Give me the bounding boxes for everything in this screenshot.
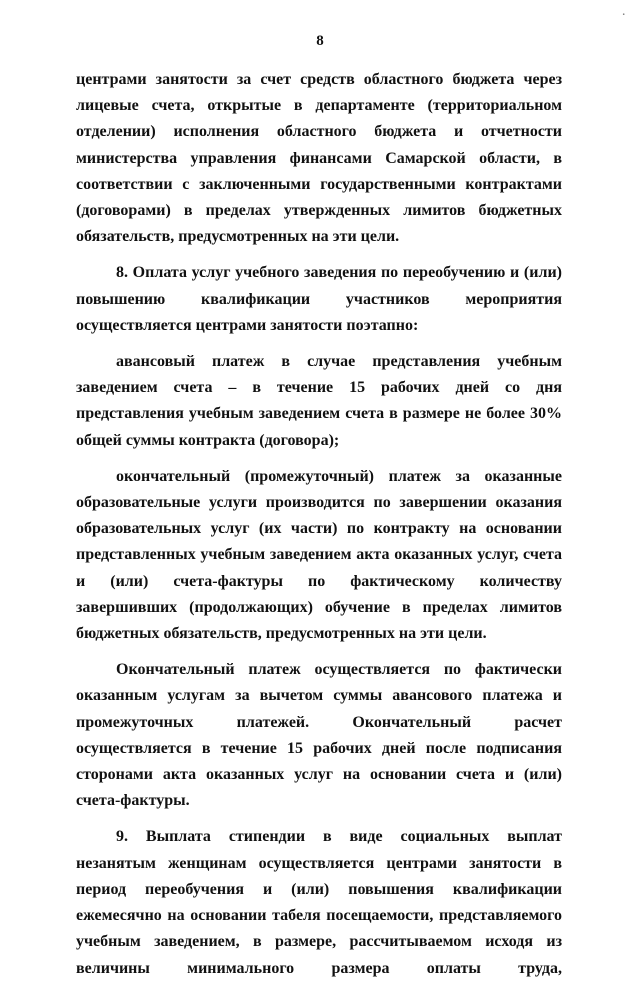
page-number: 8 — [316, 33, 324, 49]
paragraph: окончательный (промежуточный) платеж за оказанные образовательные услуги производится по завершении оказания образовательных услуг (их части) по контракту на основании представленных учебным заведением акта оказанных услуг, счета и (или) счета-фактуры по фактическому количеству завершивших (продолжающих) обучение в пределах лимитов бюджетных обязательств, предусмотренных на эти цели. — [76, 467, 562, 643]
paragraph: 9. Выплата стипендии в виде социальных выплат незанятым женщинам осуществляется центрами занятости в период переобучения и (или) повышения квалификации ежемесячно на основании табеля посещаемости, представляемого учебным заведением, в размере, рассчитываемом исходя из величины минимального размера оплаты труда, — [76, 828, 562, 977]
paragraph: Окончательный платеж осуществляется по фактически оказанным услугам за вычетом суммы авансового платежа и промежуточных платежей. Окончательный расчет осуществляется в течение 15 рабочих дней после подписания сторонами акта оказанных услуг на основании счета и (или) счета-фактуры. — [76, 661, 562, 810]
paragraph: центрами занятости за счет средств областного бюджета через лицевые счета, открытые в департаменте (территориальном отделении) исполнения областного бюджета и отчетности министерства управления финансами Самарской области, в соответствии с заключенными государственными контрактами (договорами) в пределах утвержденных лимитов бюджетных обязательств, предусмотренных на эти цели. — [76, 71, 562, 246]
paragraph: авансовый платеж в случае представления учебным заведением счета – в течение 15 рабочих дней со дня представления учебным заведением счета в размере не более 30% общей суммы контракта (договора); — [76, 353, 562, 449]
scan-mark: · — [621, 8, 626, 23]
paragraph: 8. Оплата услуг учебного заведения по переобучению и (или) повышению квалификации участников мероприятия осуществляется центрами занятости поэтапно: — [76, 264, 562, 334]
document-body — [76, 67, 562, 992]
